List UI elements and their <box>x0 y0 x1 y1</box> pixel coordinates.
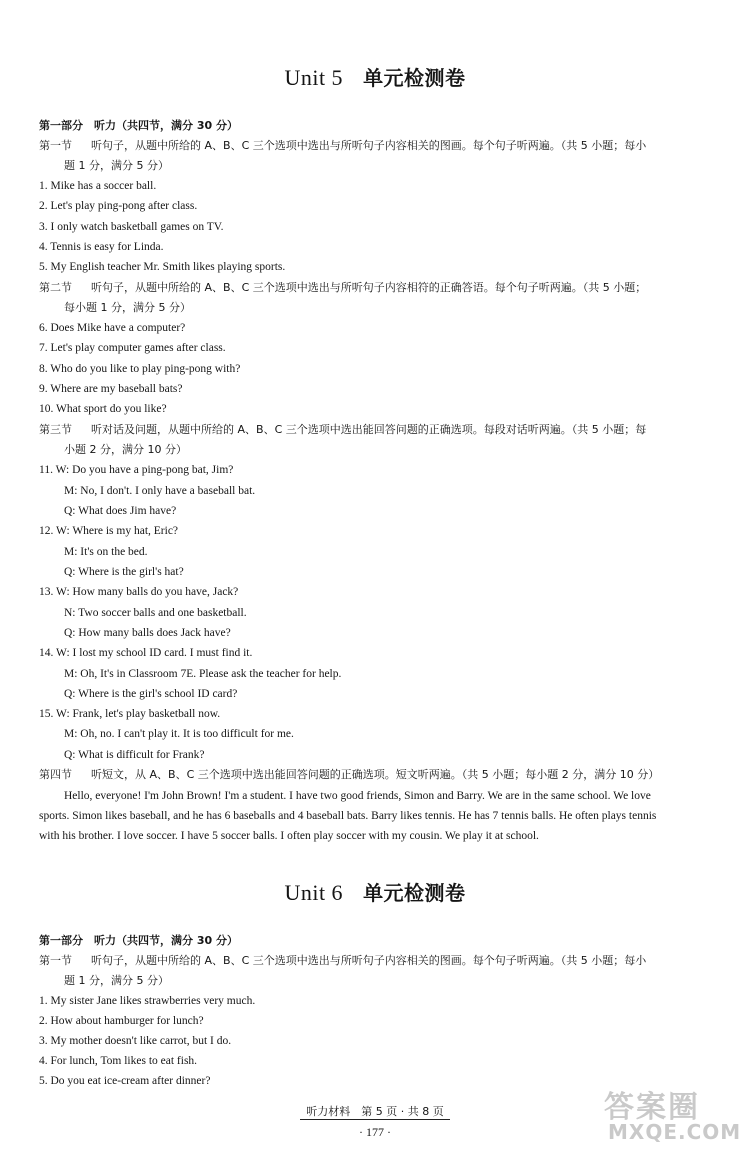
section-label: 第一节 <box>39 954 72 967</box>
unit6-title <box>0 877 750 906</box>
list-item: 3. My mother doesn't like carrot, but I do. <box>39 1035 232 1047</box>
dialog-line: Q: How many balls does Jack have? <box>64 627 231 639</box>
watermark-text-cn: 答案圈 <box>604 1090 700 1125</box>
watermark-text-en: MXQE.COM <box>608 1120 742 1144</box>
dialog-line: M: It's on the bed. <box>64 546 148 558</box>
unit6-section1-instructions-cont: 题 1 分，满分 5 分） <box>64 974 169 987</box>
list-item: 1. My sister Jane likes strawberries very much. <box>39 995 256 1007</box>
section-text: 听句子，从题中所给的 A、B、C 三个选项中选出与所听句子内容相关的图画。每个句子听两遍。（共 5 小题；每小 <box>91 954 647 967</box>
dialog-line: 13. W: How many balls do you have, Jack? <box>39 586 239 598</box>
dialog-line: 14. W: I lost my school ID card. I must find it. <box>39 647 253 659</box>
dialog-line: Q: What does Jim have? <box>64 505 177 517</box>
unit5-section1-instructions-cont: 题 1 分，满分 5 分） <box>64 159 169 172</box>
list-item: 2. How about hamburger for lunch? <box>39 1015 204 1027</box>
dialog-line: Q: Where is the girl's school ID card? <box>64 688 238 700</box>
dialog-line: 11. W: Do you have a ping-pong bat, Jim? <box>39 464 234 476</box>
dialog-line: M: Oh, It's in Classroom 7E. Please ask the teacher for help. <box>64 668 342 680</box>
unit5-section4-instructions <box>39 768 659 782</box>
list-item: 3. I only watch basketball games on TV. <box>39 221 224 233</box>
list-item: 8. Who do you like to play ping-pong with? <box>39 363 241 375</box>
section-text: 听对话及问题，从题中所给的 A、B、C 三个选项中选出能回答问题的正确选项。每段对话听两遍。（共 5 小题；每 <box>91 423 647 436</box>
list-item: 9. Where are my baseball bats? <box>39 383 183 395</box>
unit5-section3-instructions <box>39 423 646 437</box>
unit5-section2-instructions-cont: 每小题 1 分，满分 5 分） <box>64 301 191 314</box>
section-text: 听句子，从题中所给的 A、B、C 三个选项中选出与所听句子内容相关的图画。每个句子听两遍。（共 5 小题；每小 <box>91 139 647 152</box>
unit5-title <box>0 62 750 91</box>
list-item: 5. My English teacher Mr. Smith likes playing sports. <box>39 261 286 273</box>
dialog-line: M: Oh, no. I can't play it. It is too difficult for me. <box>64 728 294 740</box>
dialog-line: N: Two soccer balls and one basketball. <box>64 607 247 619</box>
dialog-line: Q: Where is the girl's hat? <box>64 566 184 578</box>
passage-line: sports. Simon likes baseball, and he has 6 baseballs and 4 baseball bats. Barry likes tennis. He has 7 tennis balls. He often plays tennis <box>39 810 657 822</box>
section-text: 听句子，从题中所给的 A、B、C 三个选项中选出与所听句子内容相符的正确答语。每个句子听两遍。（共 5 小题； <box>91 281 647 294</box>
unit5-title-chinese: 单元检测卷 <box>363 66 466 90</box>
list-item: 2. Let's play ping-pong after class. <box>39 200 198 212</box>
list-item: 5. Do you eat ice-cream after dinner? <box>39 1075 211 1087</box>
page-number: · 177 · <box>359 1125 391 1139</box>
unit5-part-heading: 第一部分 听力（共四节，满分 30 分） <box>39 119 238 132</box>
section-text: 听短文，从 A、B、C 三个选项中选出能回答问题的正确选项。短文听两遍。（共 5 小题；每小题 2 分，满分 10 分） <box>91 768 660 781</box>
passage-line: Hello, everyone! I'm John Brown! I'm a student. I have two good friends, Simon and Barry. We are in the same school. We love <box>64 790 651 802</box>
unit6-title-number: Unit 6 <box>284 880 344 905</box>
section-label: 第三节 <box>39 423 72 436</box>
dialog-line: Q: What is difficult for Frank? <box>64 749 205 761</box>
dialog-line: M: No, I don't. I only have a baseball bat. <box>64 485 256 497</box>
list-item: 4. Tennis is easy for Linda. <box>39 241 164 253</box>
watermark-logo <box>594 1082 744 1148</box>
unit5-section1-instructions <box>39 139 646 153</box>
list-item: 10. What sport do you like? <box>39 403 167 415</box>
list-item: 4. For lunch, Tom likes to eat fish. <box>39 1055 198 1067</box>
unit5-section2-instructions <box>39 281 646 295</box>
unit5-section3-instructions-cont: 小题 2 分，满分 10 分） <box>64 443 187 456</box>
passage-line: with his brother. I love soccer. I have 5 soccer balls. I often play soccer with my cousin. We play it at school. <box>39 830 539 842</box>
section-label: 第二节 <box>39 281 72 294</box>
dialog-line: 12. W: Where is my hat, Eric? <box>39 525 179 537</box>
unit5-title-number: Unit 5 <box>284 65 344 90</box>
section-label: 第四节 <box>39 768 72 781</box>
list-item: 7. Let's play computer games after class. <box>39 342 226 354</box>
footer-label-text: 听力材料 第 5 页 · 共 8 页 <box>300 1105 449 1120</box>
unit6-title-chinese: 单元检测卷 <box>363 881 466 905</box>
section-label: 第一节 <box>39 139 72 152</box>
list-item: 6. Does Mike have a computer? <box>39 322 186 334</box>
list-item: 1. Mike has a soccer ball. <box>39 180 157 192</box>
unit6-section1-instructions <box>39 954 646 968</box>
unit6-part-heading: 第一部分 听力（共四节，满分 30 分） <box>39 934 238 947</box>
dialog-line: 15. W: Frank, let's play basketball now. <box>39 708 221 720</box>
